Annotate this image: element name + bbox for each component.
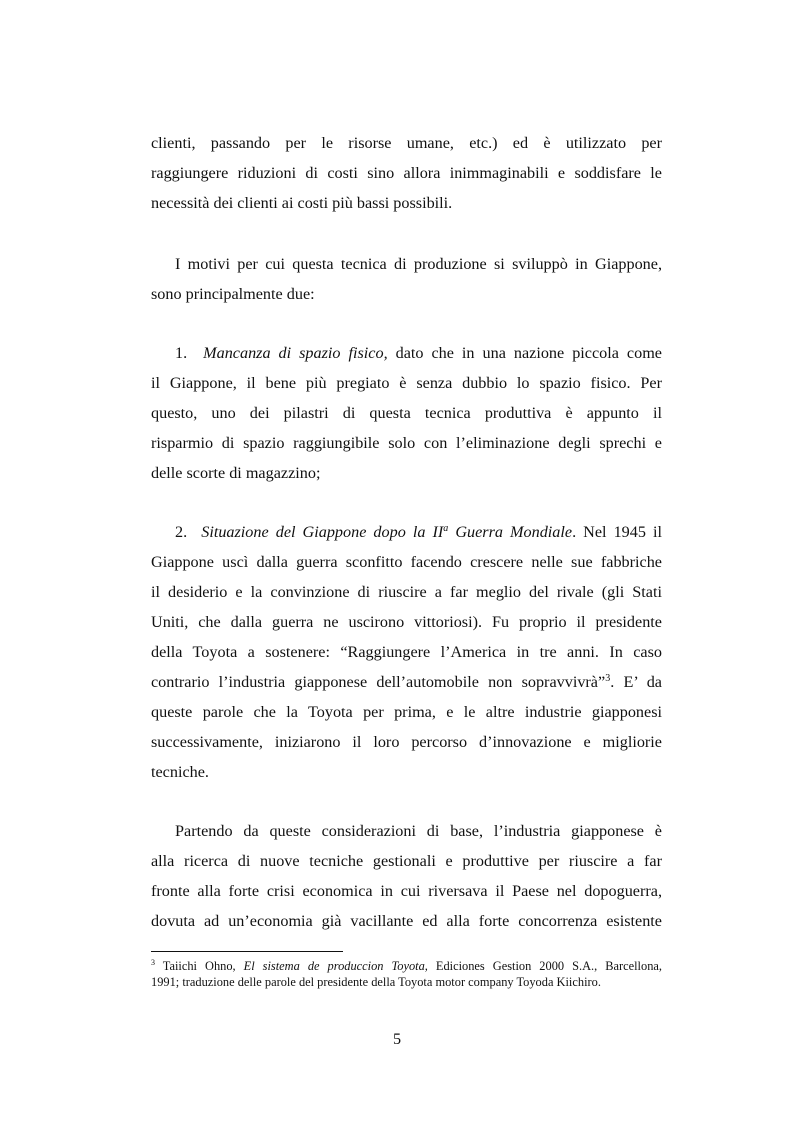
list-item-title: [201, 523, 572, 541]
list-item-1: [151, 338, 662, 488]
text-fragment: Situazione del Giappone dopo la II: [201, 523, 444, 541]
text-line: successivamente, iniziarono il loro percorso d’innovazione e migliorie: [151, 733, 662, 751]
text-line: clienti, passando per le risorse umane, etc.) ed è utilizzato per: [151, 134, 662, 152]
superscript: a: [443, 523, 449, 534]
text-line: della Toyota a sostenere: “Raggiungere l’America in tre anni. In caso: [151, 643, 662, 661]
text-line: I motivi per cui questa tecnica di produzione si sviluppò in Giappone,: [175, 255, 662, 273]
footnote-marker: 3: [151, 958, 155, 967]
list-item-first-line: [151, 338, 662, 368]
text-fragment: . Nel 1945 il: [572, 523, 663, 541]
text-fragment: Guerra Mondiale: [448, 523, 573, 541]
paragraph-motivi: [151, 249, 662, 309]
footnote: [151, 958, 662, 990]
list-item-first-line: [151, 517, 662, 547]
list-item-2: [151, 517, 662, 787]
text-line: questo, uno dei pilastri di questa tecnica produttiva è appunto il: [151, 404, 662, 422]
text-line: raggiungere riduzioni di costi sino allora inimmaginabili e soddisfare le: [151, 164, 662, 182]
text-line: [151, 667, 662, 697]
footnote-title: El sistema de produccion Toyota,: [243, 959, 428, 973]
text-line: alla ricerca di nuove tecniche gestionali e produttive per riuscire a far: [151, 852, 662, 870]
text-line: il Giappone, il bene più pregiato è senza dubbio lo spazio fisico. Per: [151, 374, 662, 392]
text-line: fronte alla forte crisi economica in cui riversava il Paese nel dopoguerra,: [151, 882, 662, 900]
text-line: necessità dei clienti ai costi più bassi possibili.: [151, 194, 453, 212]
footnote-line: [151, 958, 662, 974]
text-line: il desiderio e la convinzione di riuscire a far meglio del rivale (gli Stati: [151, 583, 662, 601]
page-number: 5: [392, 1030, 402, 1048]
text-line: delle scorte di magazzino;: [151, 464, 321, 482]
list-item-title: Mancanza di spazio fisico,: [203, 344, 388, 362]
text-line: Partendo da queste considerazioni di base, l’industria giapponese è: [175, 822, 662, 840]
footnote-author: Taiichi Ohno,: [155, 959, 244, 973]
footnote-reference[interactable]: 3: [605, 673, 611, 684]
text-line: Uniti, che dalla guerra ne uscirono vittoriosi). Fu proprio il presidente: [151, 613, 662, 631]
list-number: 1.: [175, 344, 188, 362]
text-line: queste parole che la Toyota per prima, e le altre industrie giapponesi: [151, 703, 662, 721]
text-fragment: . E’ da: [610, 673, 662, 691]
text-fragment: Ediciones Gestion 2000 S.A., Barcellona,: [427, 959, 662, 973]
paragraph-partendo: [151, 816, 662, 936]
text-fragment: contrario l’industria giapponese dell’automobile non sopravvivrà”: [151, 673, 606, 691]
footnote-separator: [151, 951, 343, 952]
text-fragment: dato che in una nazione piccola come: [387, 344, 662, 362]
text-line: sono principalmente due:: [151, 285, 315, 303]
text-line: risparmio di spazio raggiungibile solo con l’eliminazione degli sprechi e: [151, 434, 662, 452]
text-line: dovuta ad un’economia già vacillante ed alla forte concorrenza esistente: [151, 912, 662, 930]
paragraph-continuation: [151, 128, 662, 218]
text-line: tecniche.: [151, 763, 209, 781]
text-line: Giappone uscì dalla guerra sconfitto facendo crescere nelle sue fabbriche: [151, 553, 662, 571]
list-number: 2.: [175, 523, 188, 541]
footnote-line: 1991; traduzione delle parole del presidente della Toyota motor company Toyoda Kiichiro.: [151, 975, 601, 989]
